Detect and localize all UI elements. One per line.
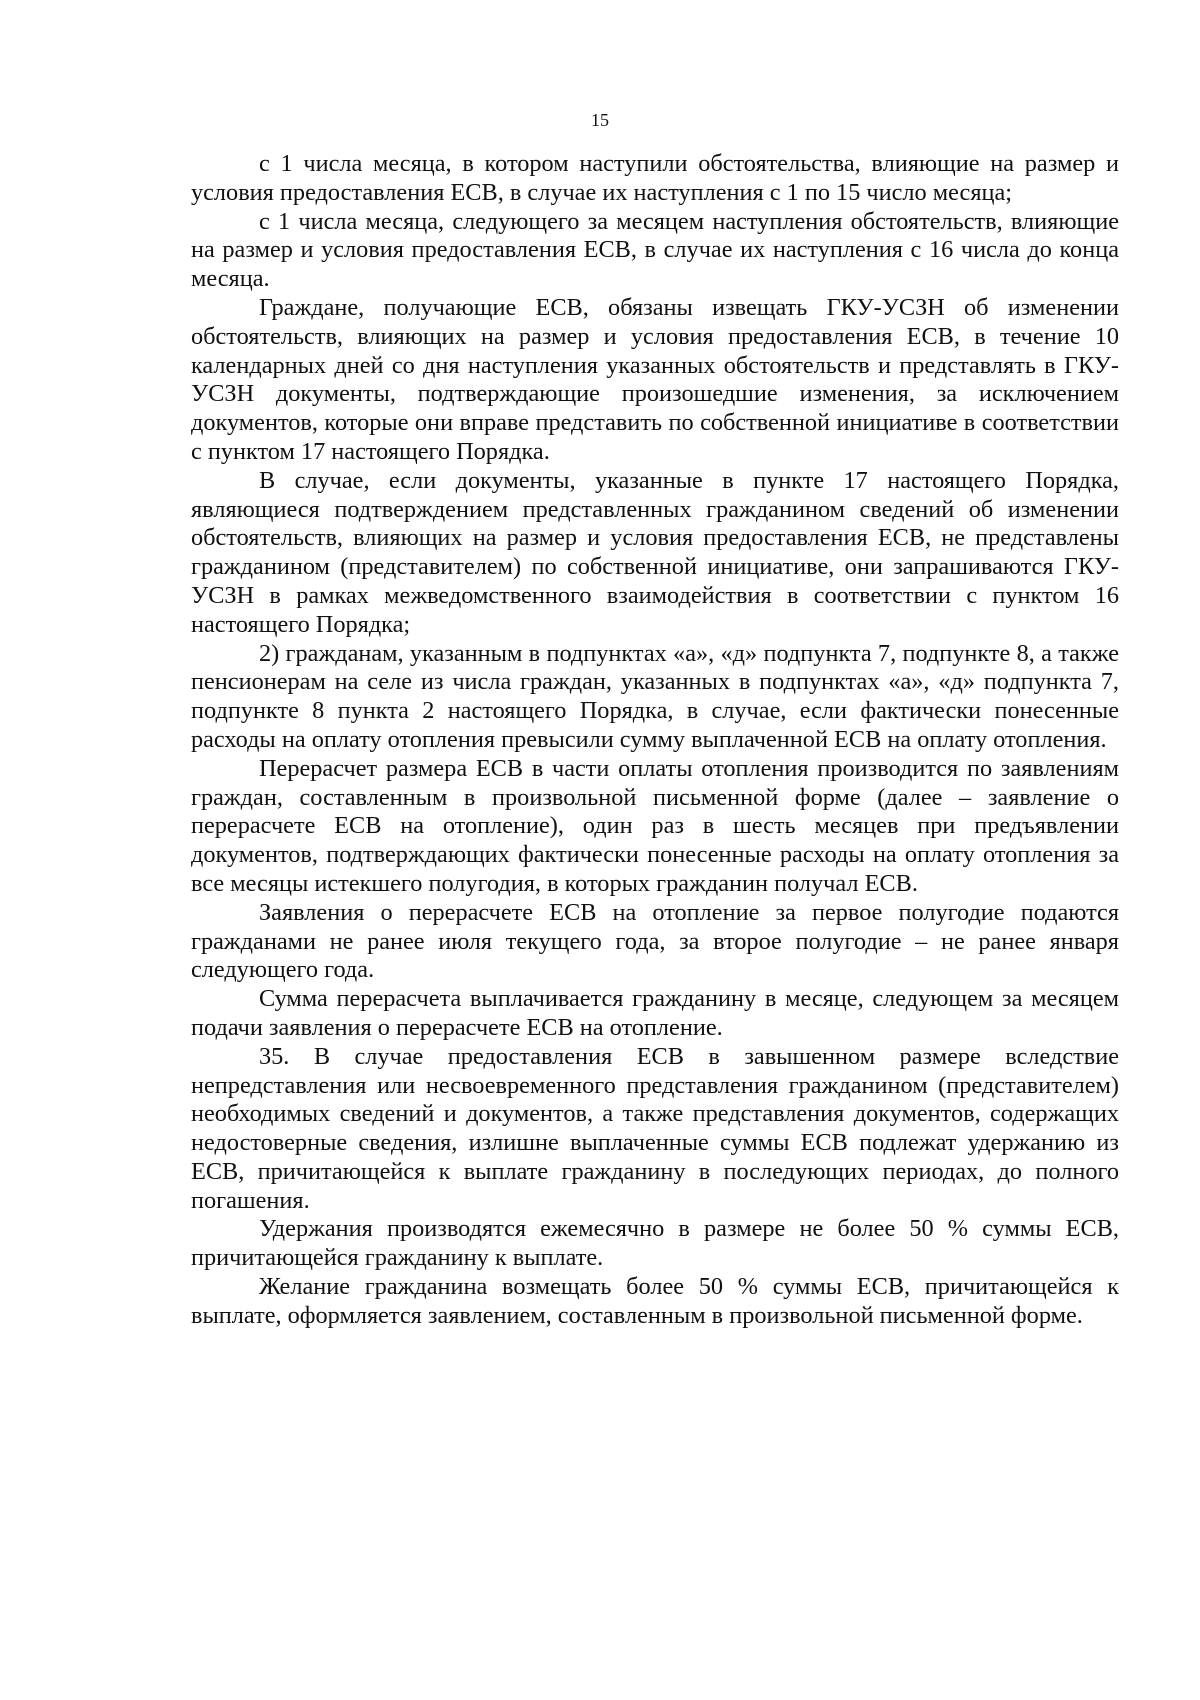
paragraph-2: с 1 числа месяца, следующего за месяцем наступления обстоятельств, влияющие на размер и условия предоставления ЕСВ, в случае их наступления с 16 числа до конца месяца.	[191, 207, 1119, 293]
paragraph-4: В случае, если документы, указанные в пункте 17 настоящего Порядка, являющиеся подтверждением представленных гражданином сведений об изменении обстоятельств, влияющих на размер и условия предоставления ЕСВ, не представлены гражданином (представителем) по собственной инициативе, они запрашиваются ГКУ-УСЗН в рамках межведомственного взаимодействия в соответствии с пунктом 16 настоящего Порядка;	[191, 466, 1119, 638]
document-body	[191, 150, 1119, 1331]
paragraph-1: с 1 числа месяца, в котором наступили обстоятельства, влияющие на размер и условия предоставления ЕСВ, в случае их наступления с 1 по 15 число месяца;	[191, 150, 1119, 206]
paragraph-11: Желание гражданина возмещать более 50 % суммы ЕСВ, причитающейся к выплате, оформляется заявлением, составленным в произвольной письменной форме.	[191, 1273, 1119, 1329]
paragraph-6: Перерасчет размера ЕСВ в части оплаты отопления производится по заявлениям граждан, составленным в произвольной письменной форме (далее – заявление о перерасчете ЕСВ на отопление), один раз в шесть месяцев при предъявлении документов, подтверждающих фактически понесенные расходы на оплату отопления за все месяцы истекшего полугодия, в которых гражданин получал ЕСВ.	[191, 754, 1119, 897]
paragraph-9: 35. В случае предоставления ЕСВ в завышенном размере вследствие непредставления или несвоевременного представления гражданином (представителем) необходимых сведений и документов, а также представления документов, содержащих недостоверные сведения, излишне выплаченные суммы ЕСВ подлежат удержанию из ЕСВ, причитающейся к выплате гражданину в последующих периодах, до полного погашения.	[191, 1042, 1119, 1214]
paragraph-10: Удержания производятся ежемесячно в размере не более 50 % суммы ЕСВ, причитающейся гражданину к выплате.	[191, 1215, 1119, 1272]
paragraph-7: Заявления о перерасчете ЕСВ на отопление за первое полугодие подаются гражданами не ранее июля текущего года, за второе полугодие – не ранее января следующего года.	[191, 898, 1119, 984]
page-number: 15	[591, 110, 609, 130]
paragraph-8: Сумма перерасчета выплачивается гражданину в месяце, следующем за месяцем подачи заявления о перерасчете ЕСВ на отопление.	[191, 985, 1119, 1041]
paragraph-5: 2) гражданам, указанным в подпунктах «а», «д» подпункта 7, подпункте 8, а также пенсионерам на селе из числа граждан, указанных в подпунктах «а», «д» подпункта 7, подпункте 8 пункта 2 настоящего Порядка, в случае, если фактически понесенные расходы на оплату отопления превысили сумму выплаченной ЕСВ на оплату отопления.	[191, 639, 1119, 753]
paragraph-3: Граждане, получающие ЕСВ, обязаны извещать ГКУ-УСЗН об изменении обстоятельств, влияющих на размер и условия предоставления ЕСВ, в течение 10 календарных дней со дня наступления указанных обстоятельств и представлять в ГКУ-УСЗН документы, подтверждающие произошедшие изменения, за исключением документов, которые они вправе представить по собственной инициативе в соответствии с пунктом 17 настоящего Порядка.	[191, 293, 1119, 465]
